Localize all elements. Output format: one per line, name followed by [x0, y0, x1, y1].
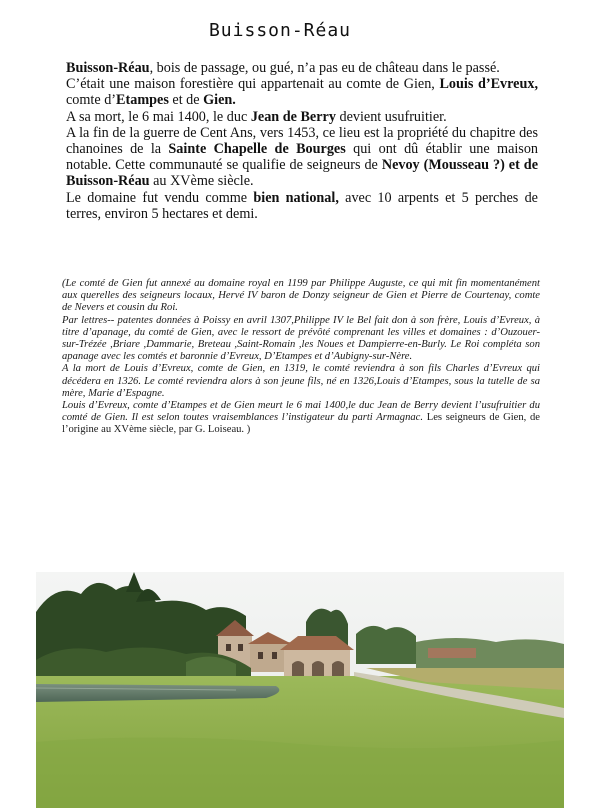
text-run: C’était une maison forestière qui appartenait au comte de Gien, — [66, 76, 440, 93]
main-text — [66, 60, 538, 222]
text-run: Louis d’Evreux, comte d’Etampes et de Gien meurt le 6 mai 1400,le duc Jean de Berry devient l’usufruitier du comté de Gien. Il est selon toutes vraisemblances l’instigateur du parti Armagnac. — [62, 400, 540, 424]
window — [272, 652, 277, 659]
note-2: Par lettres-- patentes données à Poissy en avril 1307,Philippe IV le Bel fait don à son frère, Louis d’Evreux, à titre d’apanage, du comté de Gien, avec le ressort de prévôté comprenant les villes et domaines : d’Ouzouer-sur-Trézée ,Briare ,Dammarie, Breteau ,Saint-Romain ,les Noues et Dampierre-en-Burly. Le Roi compléta son apanage avec les comtés et baronnie d’Evreux, D’Etampes et d’Aubigny-sur-Nère. — [62, 314, 540, 363]
text-run: qui ont dû établir une maison notable. Cette communauté se qualifie de seigneurs de — [66, 141, 539, 174]
bold-term: Sainte Chapelle de Bourges — [168, 141, 346, 158]
window — [258, 652, 263, 659]
bold-term: Gien. — [203, 92, 236, 109]
tree-cluster — [356, 626, 416, 664]
paragraph-2 — [66, 76, 538, 108]
arches — [292, 661, 344, 676]
text-run: A sa mort, le 6 mai 1400, le duc — [66, 108, 251, 125]
paragraph-1 — [66, 60, 538, 76]
text-run: avec 10 arpents et 5 perches de terres, environ 5 hectares et demi. — [66, 189, 538, 222]
page-title: Buisson-Réau — [208, 20, 352, 41]
bold-term: Louis d’Evreux, — [439, 76, 539, 93]
bold-term: Buisson-Réau — [66, 60, 150, 76]
text-run: Le domaine fut vendu comme — [66, 189, 254, 206]
text-run: et de — [168, 92, 204, 109]
paragraph-3 — [66, 109, 538, 125]
window — [226, 644, 231, 651]
grass-shade — [36, 737, 564, 808]
paragraph-5 — [66, 190, 538, 222]
landscape-image — [36, 572, 564, 808]
distant-building — [428, 648, 476, 658]
window — [238, 644, 243, 651]
text-run: , bois de passage, ou gué, n’a pas eu de château dans le passé. — [149, 60, 500, 76]
bold-term: Etampes — [116, 92, 169, 109]
note-1: (Le comté de Gien fut annexé au domaine royal en 1199 par Philippe Auguste, ce qui mit fin momentanément aux querelles des seigneurs locaux, Hervé IV baron de Donzy seigneur de Gien et Pierre de Courtenay, comte de Nevers et cousin du Roi. — [62, 278, 540, 314]
paragraph-4 — [66, 125, 538, 190]
bold-term: Jean de Berry — [250, 108, 336, 125]
estate-photo — [36, 572, 564, 808]
text-run: A la fin de la guerre de Cent Ans, vers 1453, ce lieu est la propriété du chapitre des chanoines de la — [66, 124, 538, 158]
source-citation: Les seigneurs de Gien, de l’origine au XVème siècle, par G. Loiseau. ) — [62, 412, 540, 436]
text-run: au XVème siècle. — [149, 173, 254, 190]
bold-term: bien national, — [253, 189, 339, 206]
text-run: devient usufruitier. — [335, 108, 447, 125]
historical-notes — [62, 278, 540, 437]
note-4 — [62, 400, 540, 437]
text-run: comte d’ — [66, 92, 117, 109]
note-3: A la mort de Louis d’Evreux, comte de Gien, en 1319, le comté reviendra à son fils Charles d’Evreux qui décédera en 1326. Le comté reviendra alors à son jeune fils, né en 1326,Louis d’Etampes, sous la tutelle de sa mère, Marie d’Espagne. — [62, 363, 540, 399]
bold-term: Nevoy (Mousseau ?) et de Buisson-Réau — [66, 157, 538, 190]
